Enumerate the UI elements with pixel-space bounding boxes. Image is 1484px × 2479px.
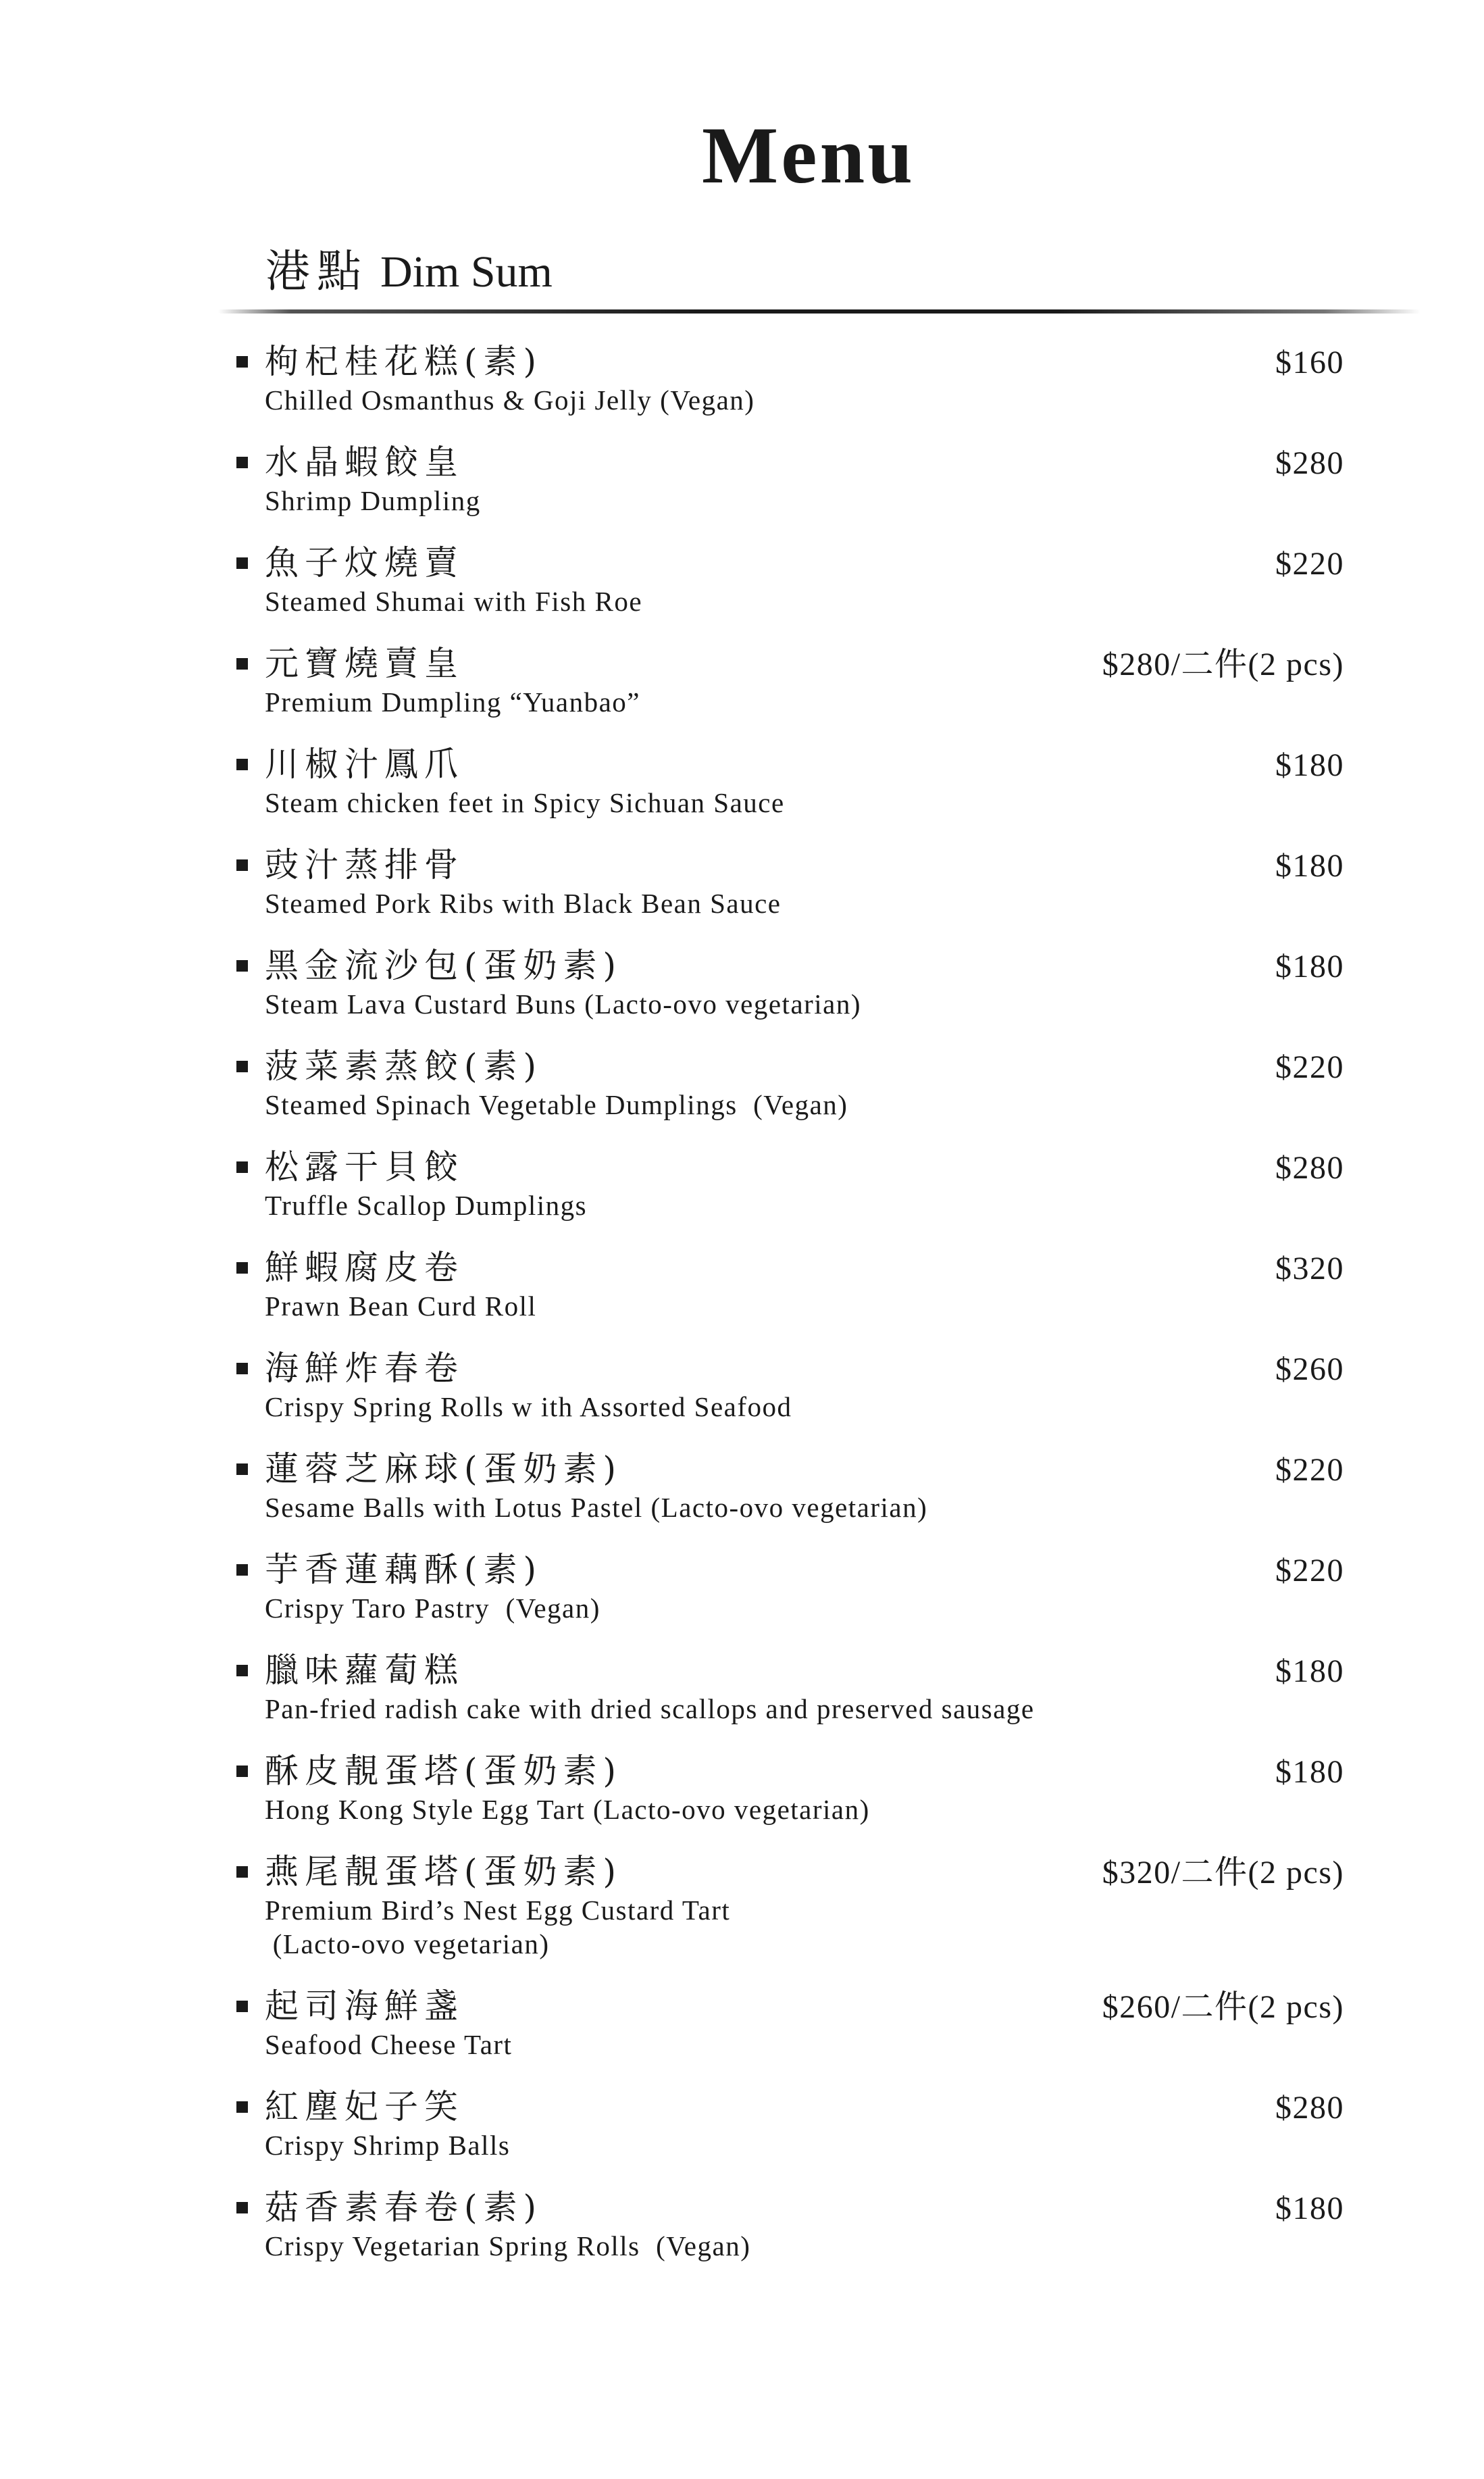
bullet-square-icon xyxy=(236,1262,248,1274)
item-name-en: Steamed Shumai with Fish Roe xyxy=(265,586,643,617)
item-name-zh: 起司海鮮盞 xyxy=(265,1986,464,2026)
item-name-zh: 臘味蘿蔔糕 xyxy=(265,1651,464,1690)
menu-item xyxy=(236,543,1344,637)
menu-item xyxy=(236,643,1344,738)
menu-item xyxy=(236,1046,1344,1141)
item-name-en: Crispy Vegetarian Spring Rolls (Vegan) xyxy=(265,2230,751,2261)
item-price: $180 xyxy=(1275,949,1344,984)
item-name-en: Hong Kong Style Egg Tart (Lacto-ovo vegetarian) xyxy=(265,1794,870,1825)
menu-item xyxy=(236,1348,1344,1443)
bullet-square-icon xyxy=(236,859,248,871)
bullet-square-icon xyxy=(236,1866,248,1878)
menu-item xyxy=(236,744,1344,838)
item-price: $320/二件(2 pcs) xyxy=(1102,1855,1344,1890)
item-name-zh: 川椒汁鳳爪 xyxy=(265,745,464,784)
item-price: $180 xyxy=(1275,747,1344,783)
item-price: $180 xyxy=(1275,848,1344,884)
item-name-zh: 海鮮炸春卷 xyxy=(265,1349,464,1388)
item-price: $160 xyxy=(1275,345,1344,380)
menu-item xyxy=(236,1650,1344,1745)
item-price: $220 xyxy=(1275,1049,1344,1085)
page-title: Menu xyxy=(702,110,915,200)
item-name-en: Premium Bird’s Nest Egg Custard Tart (Lacto-ovo vegetarian) xyxy=(265,1895,731,1959)
item-name-en: Sesame Balls with Lotus Pastel (Lacto-ovo vegetarian) xyxy=(265,1492,928,1523)
item-name-zh: 松露干貝餃 xyxy=(265,1147,464,1186)
menu-item xyxy=(236,1549,1344,1644)
item-name-zh: 豉汁蒸排骨 xyxy=(265,845,464,884)
item-name-en: Truffle Scallop Dumplings xyxy=(265,1190,588,1221)
menu-item xyxy=(236,2086,1344,2181)
item-price: $180 xyxy=(1275,1653,1344,1689)
item-name-en: Pan-fried radish cake with dried scallops and preserved sausage xyxy=(265,1693,1035,1724)
section-title-en: Dim Sum xyxy=(380,247,553,297)
item-name-zh: 鮮蝦腐皮卷 xyxy=(265,1248,464,1287)
item-price: $220 xyxy=(1275,546,1344,582)
item-name-en: Shrimp Dumpling xyxy=(265,485,481,516)
menu-item xyxy=(236,442,1344,536)
item-price: $180 xyxy=(1275,2190,1344,2226)
item-name-en: Crispy Taro Pastry (Vegan) xyxy=(265,1593,600,1624)
item-name-en: Steam Lava Custard Buns (Lacto-ovo vegetarian) xyxy=(265,988,862,1020)
menu-item xyxy=(236,1851,1344,1980)
bullet-square-icon xyxy=(236,2202,248,2213)
item-name-zh: 水晶蝦餃皇 xyxy=(265,443,464,482)
item-name-en: Crispy Spring Rolls w ith Assorted Seafood xyxy=(265,1391,792,1422)
bullet-square-icon xyxy=(236,557,248,569)
item-price: $280/二件(2 pcs) xyxy=(1102,647,1344,682)
item-name-zh: 菇香素春卷(素) xyxy=(265,2188,543,2227)
menu-item xyxy=(236,945,1344,1040)
section-title-zh: 港點 xyxy=(265,247,368,297)
menu-item xyxy=(236,1986,1344,2080)
item-price: $220 xyxy=(1275,1452,1344,1488)
bullet-square-icon xyxy=(236,356,248,368)
menu-item xyxy=(236,1147,1344,1241)
item-name-zh: 蓮蓉芝麻球(蛋奶素) xyxy=(265,1449,623,1488)
item-name-zh: 芋香蓮藕酥(素) xyxy=(265,1550,543,1589)
item-name-en: Steam chicken feet in Spicy Sichuan Sauce xyxy=(265,787,785,818)
menu-item xyxy=(236,1247,1344,1342)
bullet-square-icon xyxy=(236,1463,248,1475)
bullet-square-icon xyxy=(236,2001,248,2012)
item-price: $220 xyxy=(1275,1553,1344,1588)
item-price: $260/二件(2 pcs) xyxy=(1102,1989,1344,2025)
item-price: $280 xyxy=(1275,1150,1344,1186)
item-name-zh: 菠菜素蒸餃(素) xyxy=(265,1047,543,1086)
item-name-zh: 魚子炆燒賣 xyxy=(265,543,464,582)
item-price: $320 xyxy=(1275,1251,1344,1286)
bullet-square-icon xyxy=(236,759,248,770)
item-price: $180 xyxy=(1275,1754,1344,1790)
bullet-square-icon xyxy=(236,457,248,468)
item-name-en: Chilled Osmanthus & Goji Jelly (Vegan) xyxy=(265,384,755,416)
item-name-zh: 紅塵妃子笑 xyxy=(265,2087,464,2126)
bullet-square-icon xyxy=(236,1363,248,1374)
bullet-square-icon xyxy=(236,1564,248,1576)
bullet-square-icon xyxy=(236,658,248,670)
item-name-en: Steamed Pork Ribs with Black Bean Sauce xyxy=(265,888,782,919)
bullet-square-icon xyxy=(236,1161,248,1173)
item-name-en: Prawn Bean Curd Roll xyxy=(265,1291,537,1322)
item-price: $260 xyxy=(1275,1351,1344,1387)
menu-item xyxy=(236,845,1344,939)
item-name-en: Premium Dumpling “Yuanbao” xyxy=(265,686,640,718)
bullet-square-icon xyxy=(236,2101,248,2113)
item-name-zh: 元寶燒賣皇 xyxy=(265,644,464,683)
item-name-en: Steamed Spinach Vegetable Dumplings (Vegan) xyxy=(265,1089,848,1120)
item-name-zh: 燕尾靚蛋塔(蛋奶素) xyxy=(265,1852,623,1891)
bullet-square-icon xyxy=(236,960,248,972)
item-name-zh: 酥皮靚蛋塔(蛋奶素) xyxy=(265,1751,623,1791)
item-price: $280 xyxy=(1275,445,1344,481)
item-price: $280 xyxy=(1275,2090,1344,2126)
item-name-zh: 枸杞桂花糕(素) xyxy=(265,342,543,381)
bullet-square-icon xyxy=(236,1061,248,1072)
item-name-en: Crispy Shrimp Balls xyxy=(265,2130,511,2161)
bullet-square-icon xyxy=(236,1766,248,1777)
menu-item xyxy=(236,1751,1344,1845)
item-name-zh: 黑金流沙包(蛋奶素) xyxy=(265,946,623,985)
menu-item xyxy=(236,2187,1344,2282)
menu-item xyxy=(236,1449,1344,1543)
item-name-en: Seafood Cheese Tart xyxy=(265,2029,513,2060)
menu-item xyxy=(236,341,1344,436)
bullet-square-icon xyxy=(236,1665,248,1676)
